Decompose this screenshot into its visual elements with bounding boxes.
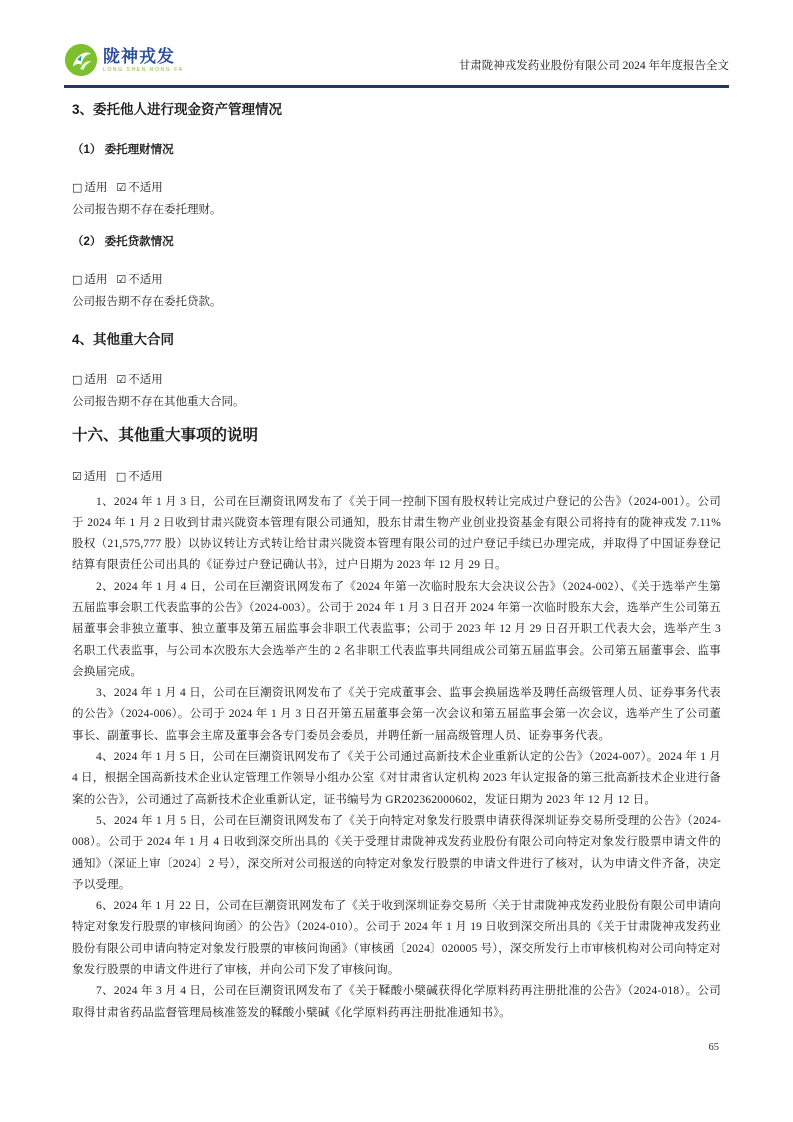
note-text: 公司报告期不存在委托贷款。 — [72, 295, 222, 308]
note-text: 公司报告期不存在其他重大合同。 — [72, 395, 245, 408]
checkbox-label: 不适用 — [128, 374, 163, 386]
logo-brand-text: 陇神戎发 — [103, 46, 175, 66]
applicability-row — [72, 466, 721, 489]
company-logo — [64, 43, 184, 85]
subsection-heading-entrusted-loans: （2） 委托贷款情况 — [72, 236, 174, 248]
checkbox-label: 适用 — [84, 182, 108, 194]
paragraph: 3、2024 年 1 月 4 日，公司在巨潮资讯网发布了《关于完成董事会、监事会换届选举及聘任高级管理人员、证券事务代表的公告》（2024-006）。公司于 2024 年 1 月 3 日召开第五届董事会第一次会议和第五届监事会第一次会议，选举产生了公司董事长、副董事长、监事会主席及董事会各专门委员会委员，并聘任新一届高级管理人员、证券事务代表。 — [72, 687, 721, 742]
section-heading-cash-management: 3、委托他人进行现金资产管理情况 — [72, 102, 283, 117]
section-heading-other-contracts: 4、其他重大合同 — [72, 332, 175, 347]
checkbox-unchecked-icon: □ — [72, 273, 83, 286]
checkbox-label: 适用 — [83, 471, 107, 483]
checkbox-checked-icon: ☑ — [116, 181, 127, 194]
section-heading-other-major-matters: 十六、其他重大事项的说明 — [72, 427, 259, 444]
logo-text-block — [103, 48, 184, 73]
checkbox-label: 不适用 — [128, 471, 163, 483]
note-text: 公司报告期不存在委托理财。 — [72, 203, 222, 216]
applicability-row — [72, 269, 721, 292]
checkbox-unchecked-icon: □ — [72, 181, 83, 194]
paragraph: 7、2024 年 3 月 4 日，公司在巨潮资讯网发布了《关于鞣酸小檗碱获得化学原料药再注册批准的公告》（2024-018）。公司取得甘肃省药品监督管理局核准签发的鞣酸小檗碱《化学原料药再注册批准通知书》。 — [72, 985, 721, 1019]
checkbox-checked-icon: ☑ — [116, 373, 127, 386]
checkbox-label: 适用 — [84, 274, 108, 286]
paragraph: 2、2024 年 1 月 4 日，公司在巨潮资讯网发布了《2024 年第一次临时股东大会决议公告》（2024-002）、《关于选举产生第五届监事会职工代表监事的公告》（2024-003）。公司于 2024 年 1 月 3 日召开 2024 年第一次临时股东大会，选举产生公司第五届董事会非独立董事、独立董事及第五届监事会非职工代表监事；公司于 2023 年 12 月 29 日召开职工代表大会，选举产生 3 名职工代表监事，与公司本次股东大会选举产生的 2 名非职工代表监事共同组成公司第五届监事会。公司第五届董事会、监事会换届完成。 — [72, 580, 721, 678]
company-logo-icon — [64, 43, 98, 77]
page-header — [64, 0, 729, 88]
paragraph: 4、2024 年 1 月 5 日，公司在巨潮资讯网发布了《关于公司通过高新技术企业重新认定的公告》（2024-007）。2024 年 1 月 4 日，根据全国高新技术企业认定管理工作领导小组办公室《对甘肃省认定机构 2023 年认定报备的第三批高新技术企业进行备案的公告》，公司通过了高新技术企业重新认定，证书编号为 GR202362000602，发证日期为 2023 年 12 月 12 日。 — [72, 751, 721, 806]
checkbox-checked-icon: ☑ — [72, 470, 82, 483]
document-title: 甘肃陇神戎发药业股份有限公司 2024 年年度报告全文 — [458, 60, 729, 72]
applicability-row — [72, 177, 721, 200]
checkbox-label: 不适用 — [128, 274, 163, 286]
applicability-row — [72, 369, 721, 392]
checkbox-checked-icon: ☑ — [116, 273, 127, 286]
logo-subtext: LONG SHEN RONG FA — [103, 66, 184, 73]
page-content — [72, 91, 721, 1024]
checkbox-label: 适用 — [84, 374, 108, 386]
checkbox-unchecked-icon: □ — [72, 373, 83, 386]
paragraph-list — [72, 492, 721, 1024]
paragraph: 5、2024 年 1 月 5 日，公司在巨潮资讯网发布了《关于向特定对象发行股票申请获得深圳证券交易所受理的公告》（2024-008）。公司于 2024 年 1 月 4 日收到深交所出具的《关于受理甘肃陇神戎发药业股份有限公司向特定对象发行股票申请文件的通知》（深证上审〔2024〕2 号），深交所对公司报送的向特定对象发行股票的申请文件进行了核对，认为申请文件齐备，决定予以受理。 — [72, 814, 721, 891]
checkbox-unchecked-icon: □ — [115, 470, 127, 483]
subsection-heading-entrusted-wealth: （1） 委托理财情况 — [72, 144, 174, 156]
paragraph: 1、2024 年 1 月 3 日，公司在巨潮资讯网发布了《关于同一控制下国有股权转让完成过户登记的公告》（2024-001）。公司于 2024 年 1 月 2 日收到甘肃兴陇资本管理有限公司通知，股东甘肃生物产业创业投资基金有限公司将持有的陇神戎发 7.11%股权（21,575,777 股）以协议转让方式转让给甘肃兴陇资本管理有限公司的过户登记手续已办理完成，并取得了中国证券登记结算有限责任公司出具的《证券过户登记确认书》，过户日期为 2023 年 12 月 29 日。 — [72, 495, 721, 572]
page-number: 65 — [708, 1042, 719, 1053]
checkbox-label: 不适用 — [128, 182, 163, 194]
paragraph: 6、2024 年 1 月 22 日，公司在巨潮资讯网发布了《关于收到深圳证券交易所〈关于甘肃陇神戎发药业股份有限公司申请向特定对象发行股票的审核问询函〉的公告》（2024-010）。公司于 2024 年 1 月 19 日收到深交所出具的《关于甘肃陇神戎发药业股份有限公司申请向特定对象发行股票的审核问询函》（审核函〔2024〕020005 号），深交所发行上市审核机构对公司向特定对象发行股票的申请文件进行了审核，并向公司下发了审核问询。 — [72, 900, 721, 977]
